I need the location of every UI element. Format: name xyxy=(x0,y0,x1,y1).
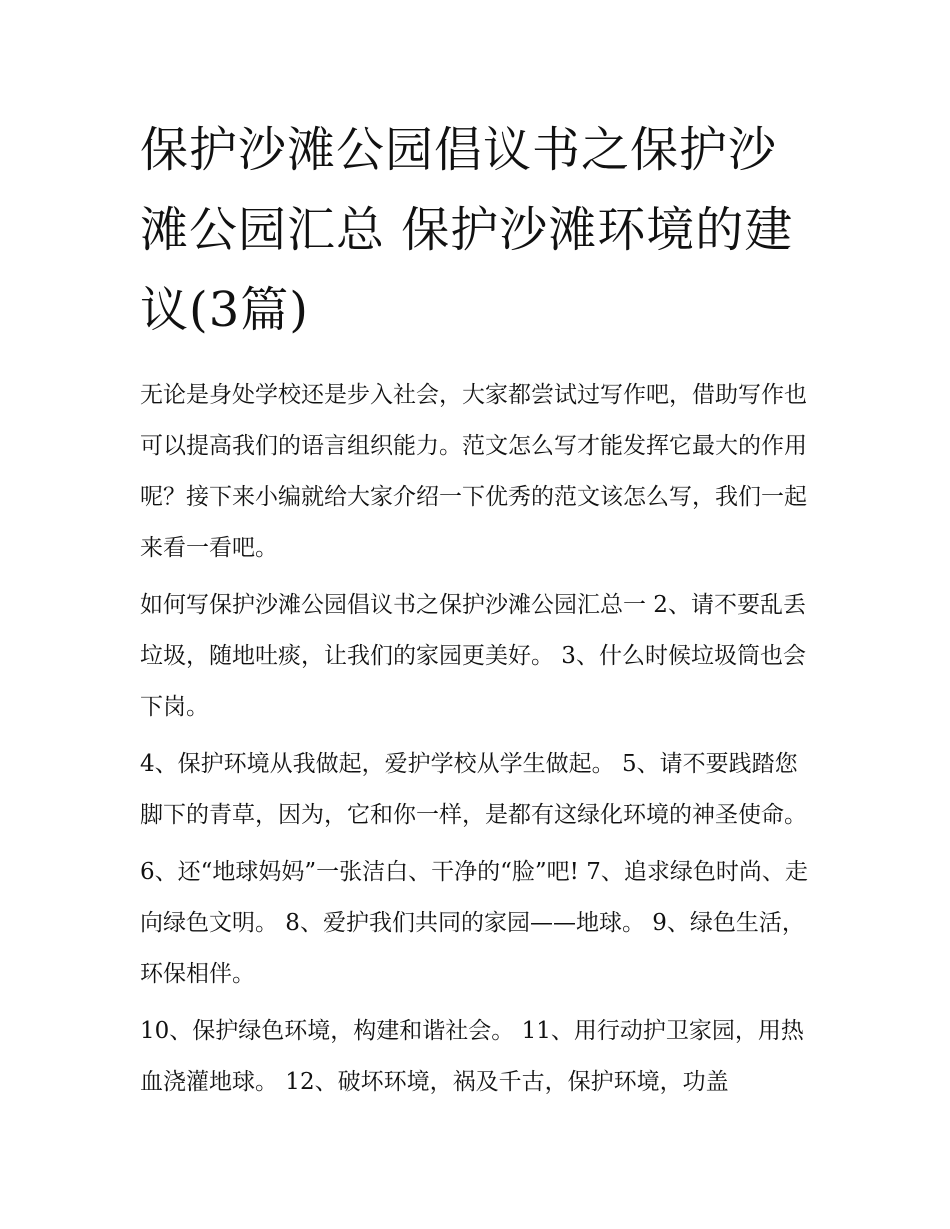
document-page xyxy=(140,110,815,1114)
paragraph-slogans-6-9: 6、还“地球妈妈”一张洁白、干净的“脸”吧! 7、追求绿色时尚、走向绿色文明。 8、爱护我们共同的家园——地球。 9、绿色生活，环保相伴。 xyxy=(140,859,808,987)
document-body xyxy=(140,370,815,1108)
paragraph-slogans-4-5: 4、保护环境从我做起，爱护学校从学生做起。 5、请不要践踏您脚下的青草，因为，它和你一样，是都有这绿化环境的神圣使命。 xyxy=(140,751,807,828)
document-title: 保护沙滩公园倡议书之保护沙滩公园汇总 保护沙滩环境的建议(3篇) xyxy=(140,122,794,338)
paragraph-section-one: 如何写保护沙滩公园倡议书之保护沙滩公园汇总一 2、请不要乱丢垃圾，随地吐痰，让我们的家园更美好。 3、什么时候垃圾筒也会下岗。 xyxy=(140,592,806,720)
paragraph-slogans-10-12: 10、保护绿色环境，构建和谐社会。 11、用行动护卫家园，用热血浇灌地球。 12、破坏环境，祸及千古，保护环境，功盖 xyxy=(140,1018,804,1095)
paragraph-intro: 无论是身处学校还是步入社会，大家都尝试过写作吧，借助写作也可以提高我们的语言组织能力。范文怎么写才能发挥它最大的作用呢？接下来小编就给大家介绍一下优秀的范文该怎么写，我们一起来看一看吧。 xyxy=(140,382,807,561)
